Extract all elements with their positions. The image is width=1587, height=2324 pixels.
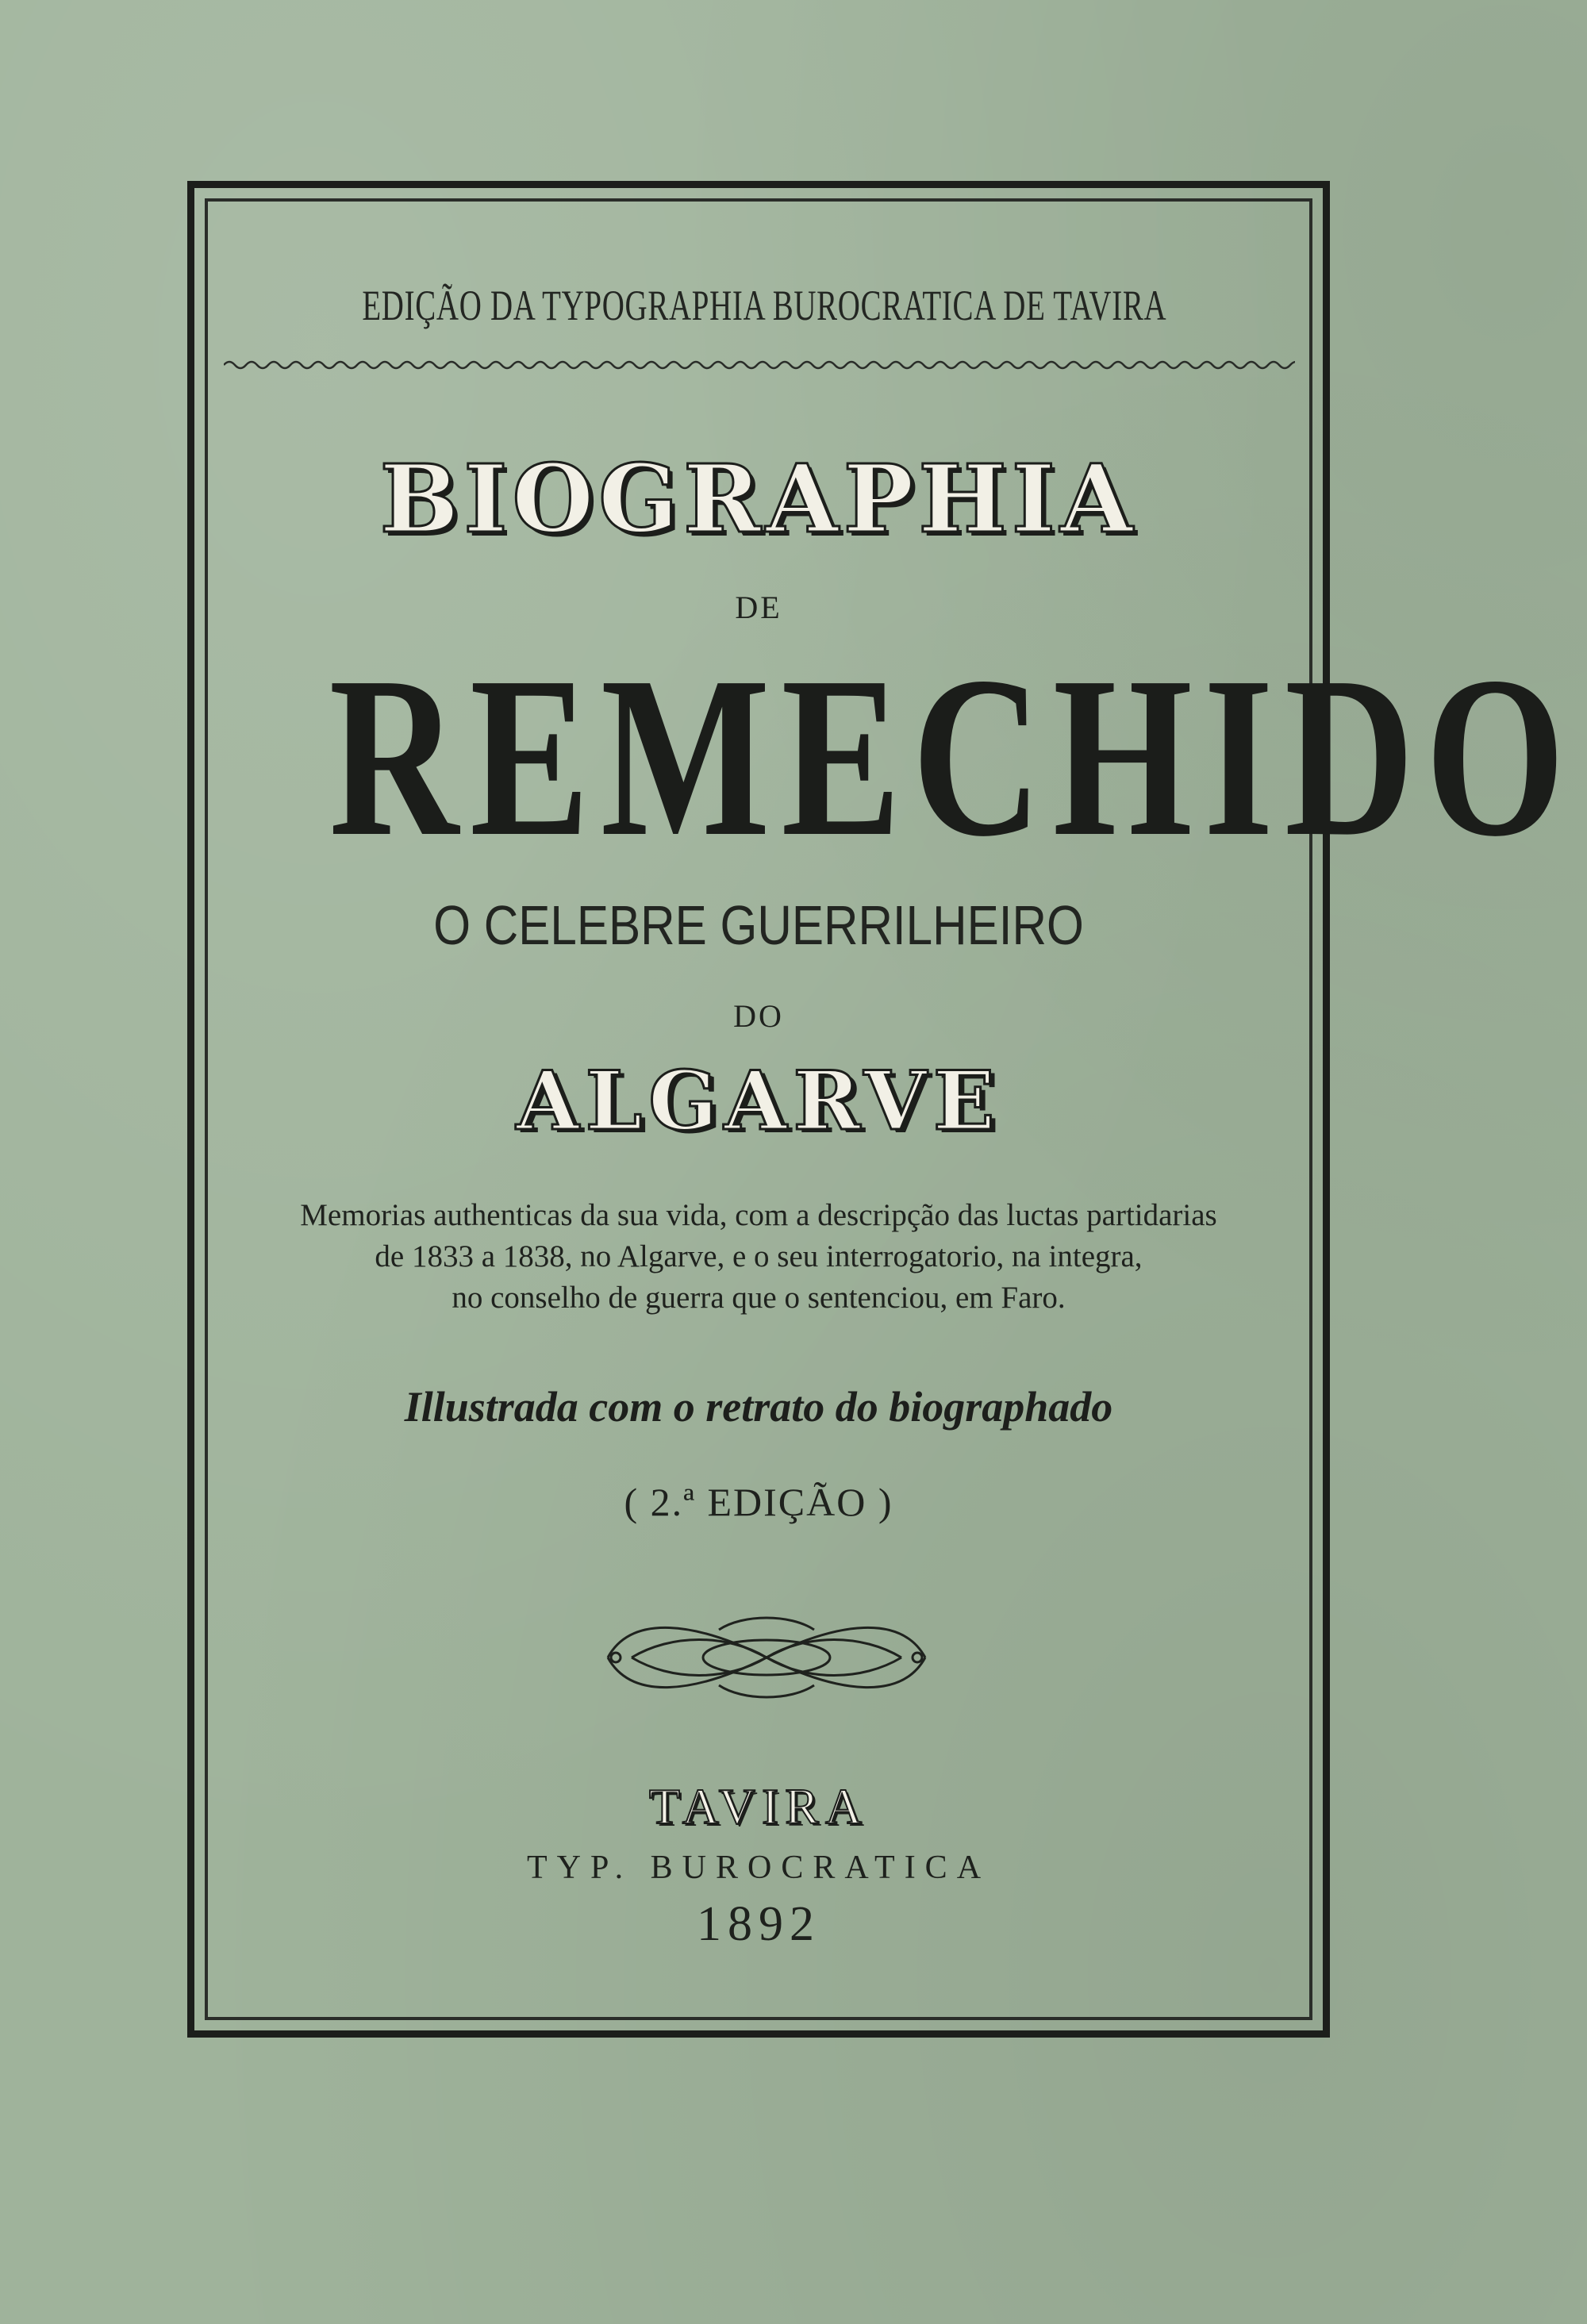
description-line: no conselho de guerra que o sentenciou, em Faro. [452,1281,1066,1315]
description-line: de 1833 a 1838, no Algarve, e o seu interrogatorio, na integra, [375,1239,1143,1273]
wavy-rule [224,357,1295,373]
imprint-printer: TYP. BUROCRATICA [526,1850,991,1886]
book-title: BIOGRAPHIA [379,444,1138,554]
subtitle: O CELEBRE GUERRILHEIRO [433,894,1084,956]
imprint-year: 1892 [697,1897,820,1951]
region-name: ALGARVE [516,1054,1001,1149]
description [208,1195,1309,1319]
edition-label: ( 2.ª EDIÇÃO ) [624,1480,893,1524]
title-page [208,202,1577,2017]
region-connector: DO [733,998,784,1034]
imprint-city: TAVIRA [648,1778,869,1834]
flourish-ornament [600,1598,933,1717]
description-line: Memorias authenticas da sua vida, com a descripção das luctas partidarias [300,1198,1217,1232]
subject-name: REMECHIDO [329,629,1577,884]
illustration-note: Illustrada com o retrato do biographado [404,1383,1113,1431]
publisher-line: EDIÇÃO DA TYPOGRAPHIA BUROCRATICA DE TAVIRA [362,282,1167,329]
title-connector: DE [735,590,782,625]
